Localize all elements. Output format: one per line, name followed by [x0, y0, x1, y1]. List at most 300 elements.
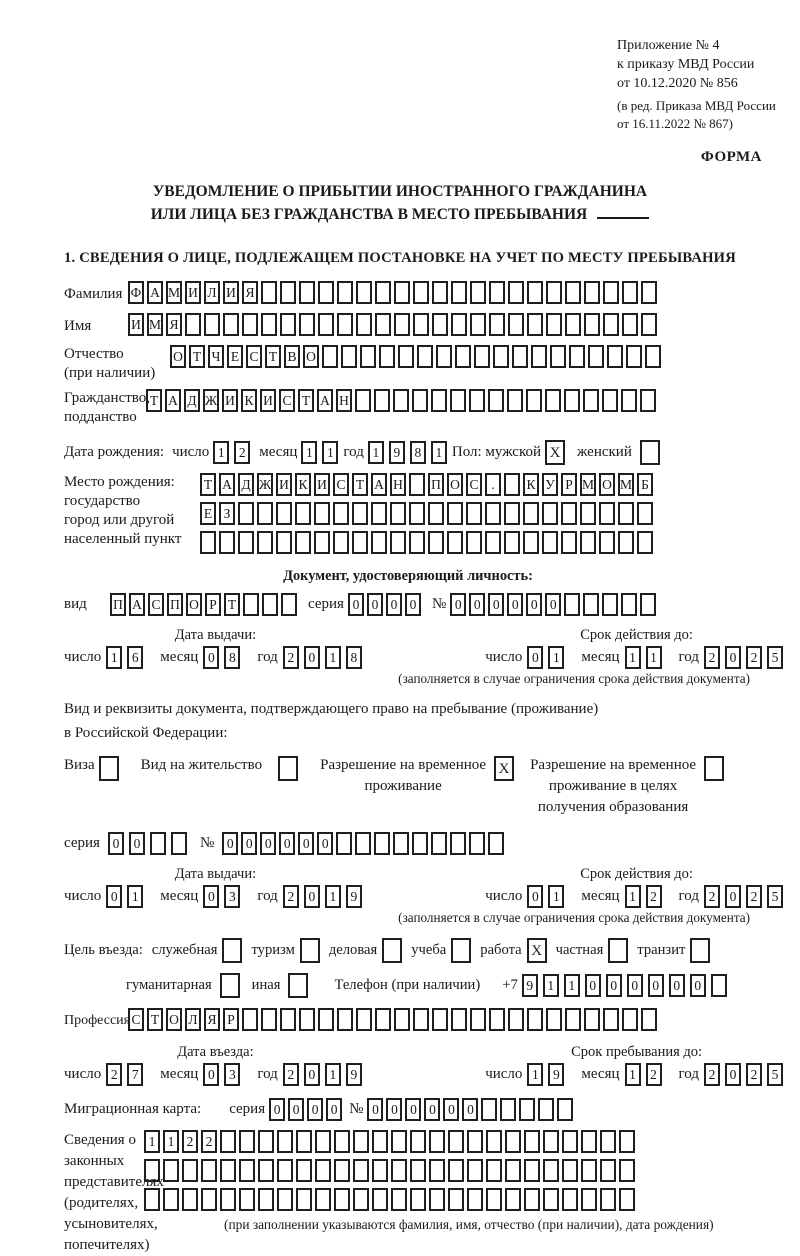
- form-cell[interactable]: И: [185, 281, 201, 304]
- form-cell[interactable]: 0: [690, 974, 706, 997]
- form-cell[interactable]: [527, 281, 543, 304]
- form-cell[interactable]: [505, 1159, 521, 1182]
- form-cell[interactable]: [220, 1188, 236, 1211]
- form-cell[interactable]: [281, 593, 297, 616]
- form-cell[interactable]: 0: [424, 1098, 440, 1121]
- form-cell[interactable]: [474, 345, 490, 368]
- form-cell[interactable]: [602, 593, 618, 616]
- form-cell[interactable]: [318, 281, 334, 304]
- form-cell[interactable]: [641, 281, 657, 304]
- form-cell[interactable]: Е: [227, 345, 243, 368]
- form-cell[interactable]: 0: [527, 646, 543, 669]
- form-cell[interactable]: 0: [108, 832, 124, 855]
- form-cell[interactable]: [371, 502, 387, 525]
- form-cell[interactable]: [493, 345, 509, 368]
- form-cell[interactable]: 1: [625, 1063, 641, 1086]
- form-cell[interactable]: [641, 1008, 657, 1031]
- form-cell[interactable]: [505, 1188, 521, 1211]
- form-cell[interactable]: 1: [564, 974, 580, 997]
- form-cell[interactable]: [393, 389, 409, 412]
- form-cell[interactable]: 9: [522, 974, 538, 997]
- form-cell[interactable]: Т: [265, 345, 281, 368]
- form-cell[interactable]: [486, 1159, 502, 1182]
- form-cell[interactable]: [565, 1008, 581, 1031]
- form-cell[interactable]: [353, 1188, 369, 1211]
- form-cell[interactable]: [258, 1188, 274, 1211]
- form-cell[interactable]: [171, 832, 187, 855]
- form-cell[interactable]: [619, 1188, 635, 1211]
- form-cell[interactable]: [276, 502, 292, 525]
- form-cell[interactable]: 9: [389, 441, 405, 464]
- form-cell[interactable]: 2: [704, 646, 720, 669]
- form-cell[interactable]: [276, 531, 292, 554]
- form-cell[interactable]: [261, 313, 277, 336]
- form-cell[interactable]: [546, 313, 562, 336]
- form-cell[interactable]: Т: [298, 389, 314, 412]
- form-cell[interactable]: 2: [646, 1063, 662, 1086]
- form-cell[interactable]: [640, 389, 656, 412]
- form-cell[interactable]: 0: [203, 1063, 219, 1086]
- form-cell[interactable]: [451, 1008, 467, 1031]
- form-cell[interactable]: 9: [548, 1063, 564, 1086]
- form-cell[interactable]: [315, 1159, 331, 1182]
- form-cell[interactable]: Д: [238, 473, 254, 496]
- form-cell[interactable]: [626, 345, 642, 368]
- form-cell[interactable]: [239, 1188, 255, 1211]
- form-cell[interactable]: 2: [234, 441, 250, 464]
- form-cell[interactable]: 5: [767, 885, 783, 908]
- form-cell[interactable]: [409, 502, 425, 525]
- purpose-work-checkbox[interactable]: X: [527, 938, 547, 963]
- purpose-business-checkbox[interactable]: [222, 938, 242, 963]
- form-cell[interactable]: [182, 1159, 198, 1182]
- form-cell[interactable]: 7: [127, 1063, 143, 1086]
- form-cell[interactable]: [607, 345, 623, 368]
- form-cell[interactable]: 8: [346, 646, 362, 669]
- form-cell[interactable]: [243, 593, 259, 616]
- form-cell[interactable]: [622, 281, 638, 304]
- form-cell[interactable]: [333, 531, 349, 554]
- form-cell[interactable]: Р: [205, 593, 221, 616]
- form-cell[interactable]: О: [599, 473, 615, 496]
- form-cell[interactable]: [410, 1159, 426, 1182]
- form-cell[interactable]: [711, 974, 727, 997]
- form-cell[interactable]: 0: [367, 593, 383, 616]
- form-cell[interactable]: М: [618, 473, 634, 496]
- purpose-humanitarian-checkbox[interactable]: [220, 973, 240, 998]
- form-cell[interactable]: [242, 313, 258, 336]
- form-cell[interactable]: 5: [767, 646, 783, 669]
- form-cell[interactable]: 2: [704, 1063, 720, 1086]
- form-cell[interactable]: 1: [106, 646, 122, 669]
- form-cell[interactable]: К: [241, 389, 257, 412]
- form-cell[interactable]: 0: [725, 646, 741, 669]
- form-cell[interactable]: [394, 281, 410, 304]
- form-cell[interactable]: С: [246, 345, 262, 368]
- form-cell[interactable]: [242, 1008, 258, 1031]
- form-cell[interactable]: [603, 1008, 619, 1031]
- form-cell[interactable]: [448, 1188, 464, 1211]
- form-cell[interactable]: [622, 313, 638, 336]
- form-cell[interactable]: 0: [304, 646, 320, 669]
- form-cell[interactable]: [238, 502, 254, 525]
- form-cell[interactable]: [163, 1188, 179, 1211]
- form-cell[interactable]: [645, 345, 661, 368]
- form-cell[interactable]: [394, 1008, 410, 1031]
- form-cell[interactable]: [334, 1188, 350, 1211]
- form-cell[interactable]: [220, 1159, 236, 1182]
- form-cell[interactable]: 1: [625, 646, 641, 669]
- form-cell[interactable]: [429, 1159, 445, 1182]
- form-cell[interactable]: [637, 502, 653, 525]
- form-cell[interactable]: [296, 1159, 312, 1182]
- form-cell[interactable]: И: [128, 313, 144, 336]
- form-cell[interactable]: [353, 1159, 369, 1182]
- form-cell[interactable]: [450, 832, 466, 855]
- form-cell[interactable]: 0: [326, 1098, 342, 1121]
- form-cell[interactable]: И: [276, 473, 292, 496]
- form-cell[interactable]: [280, 1008, 296, 1031]
- form-cell[interactable]: О: [166, 1008, 182, 1031]
- form-cell[interactable]: [488, 389, 504, 412]
- form-cell[interactable]: [219, 531, 235, 554]
- form-cell[interactable]: [314, 531, 330, 554]
- form-cell[interactable]: [538, 1098, 554, 1121]
- form-cell[interactable]: [543, 1188, 559, 1211]
- form-cell[interactable]: [204, 313, 220, 336]
- form-cell[interactable]: [600, 1188, 616, 1211]
- form-cell[interactable]: [581, 1130, 597, 1153]
- form-cell[interactable]: [410, 1130, 426, 1153]
- form-cell[interactable]: [542, 502, 558, 525]
- form-cell[interactable]: 2: [201, 1130, 217, 1153]
- form-cell[interactable]: 2: [283, 1063, 299, 1086]
- form-cell[interactable]: [545, 389, 561, 412]
- form-cell[interactable]: [296, 1188, 312, 1211]
- form-cell[interactable]: [489, 281, 505, 304]
- form-cell[interactable]: [504, 502, 520, 525]
- form-cell[interactable]: [489, 313, 505, 336]
- form-cell[interactable]: [450, 389, 466, 412]
- form-cell[interactable]: [489, 1008, 505, 1031]
- form-cell[interactable]: [561, 531, 577, 554]
- form-cell[interactable]: [467, 1159, 483, 1182]
- form-cell[interactable]: Л: [185, 1008, 201, 1031]
- form-cell[interactable]: [451, 281, 467, 304]
- form-cell[interactable]: 1: [127, 885, 143, 908]
- form-cell[interactable]: 0: [348, 593, 364, 616]
- form-cell[interactable]: 1: [301, 441, 317, 464]
- form-cell[interactable]: [432, 281, 448, 304]
- form-cell[interactable]: 0: [304, 885, 320, 908]
- form-cell[interactable]: 0: [241, 832, 257, 855]
- edu-residence-checkbox[interactable]: [704, 756, 724, 781]
- form-cell[interactable]: [375, 281, 391, 304]
- form-cell[interactable]: [504, 531, 520, 554]
- form-cell[interactable]: [428, 531, 444, 554]
- form-cell[interactable]: [391, 1188, 407, 1211]
- form-cell[interactable]: К: [295, 473, 311, 496]
- form-cell[interactable]: [223, 313, 239, 336]
- form-cell[interactable]: [277, 1130, 293, 1153]
- form-cell[interactable]: 0: [279, 832, 295, 855]
- form-cell[interactable]: [341, 345, 357, 368]
- form-cell[interactable]: [356, 1008, 372, 1031]
- form-cell[interactable]: [296, 1130, 312, 1153]
- form-cell[interactable]: 0: [304, 1063, 320, 1086]
- form-cell[interactable]: [584, 1008, 600, 1031]
- form-cell[interactable]: 1: [325, 1063, 341, 1086]
- form-cell[interactable]: 1: [625, 885, 641, 908]
- purpose-private-checkbox[interactable]: [608, 938, 628, 963]
- form-cell[interactable]: С: [148, 593, 164, 616]
- form-cell[interactable]: [314, 502, 330, 525]
- form-cell[interactable]: 1: [646, 646, 662, 669]
- form-cell[interactable]: [372, 1159, 388, 1182]
- form-cell[interactable]: 2: [704, 885, 720, 908]
- form-cell[interactable]: [318, 313, 334, 336]
- form-cell[interactable]: [526, 389, 542, 412]
- form-cell[interactable]: И: [260, 389, 276, 412]
- form-cell[interactable]: [336, 832, 352, 855]
- form-cell[interactable]: Т: [189, 345, 205, 368]
- form-cell[interactable]: [185, 313, 201, 336]
- form-cell[interactable]: 0: [527, 885, 543, 908]
- form-cell[interactable]: [488, 832, 504, 855]
- form-cell[interactable]: [410, 1188, 426, 1211]
- form-cell[interactable]: [360, 345, 376, 368]
- form-cell[interactable]: 8: [224, 646, 240, 669]
- form-cell[interactable]: 0: [367, 1098, 383, 1121]
- form-cell[interactable]: 2: [746, 1063, 762, 1086]
- form-cell[interactable]: П: [110, 593, 126, 616]
- form-cell[interactable]: [391, 1159, 407, 1182]
- form-cell[interactable]: [379, 345, 395, 368]
- form-cell[interactable]: [277, 1159, 293, 1182]
- form-cell[interactable]: Ф: [128, 281, 144, 304]
- form-cell[interactable]: [375, 313, 391, 336]
- form-cell[interactable]: [337, 313, 353, 336]
- form-cell[interactable]: .: [485, 473, 501, 496]
- form-cell[interactable]: С: [466, 473, 482, 496]
- form-cell[interactable]: 0: [129, 832, 145, 855]
- form-cell[interactable]: [352, 531, 368, 554]
- form-cell[interactable]: [599, 502, 615, 525]
- form-cell[interactable]: 1: [431, 441, 447, 464]
- form-cell[interactable]: [257, 502, 273, 525]
- purpose-commercial-checkbox[interactable]: [382, 938, 402, 963]
- form-cell[interactable]: [390, 531, 406, 554]
- form-cell[interactable]: [622, 1008, 638, 1031]
- form-cell[interactable]: У: [542, 473, 558, 496]
- form-cell[interactable]: 0: [545, 593, 561, 616]
- form-cell[interactable]: [200, 531, 216, 554]
- form-cell[interactable]: [144, 1159, 160, 1182]
- form-cell[interactable]: [299, 281, 315, 304]
- form-cell[interactable]: [337, 281, 353, 304]
- form-cell[interactable]: [429, 1130, 445, 1153]
- form-cell[interactable]: [431, 832, 447, 855]
- form-cell[interactable]: 3: [224, 1063, 240, 1086]
- form-cell[interactable]: 2: [646, 885, 662, 908]
- form-cell[interactable]: [455, 345, 471, 368]
- form-cell[interactable]: 1: [325, 885, 341, 908]
- form-cell[interactable]: Б: [637, 473, 653, 496]
- form-cell[interactable]: [621, 389, 637, 412]
- form-cell[interactable]: [201, 1188, 217, 1211]
- sex-female-checkbox[interactable]: [640, 440, 660, 465]
- form-cell[interactable]: [470, 281, 486, 304]
- form-cell[interactable]: 0: [648, 974, 664, 997]
- form-cell[interactable]: [201, 1159, 217, 1182]
- form-cell[interactable]: 0: [462, 1098, 478, 1121]
- form-cell[interactable]: О: [170, 345, 186, 368]
- form-cell[interactable]: [277, 1188, 293, 1211]
- form-cell[interactable]: [603, 281, 619, 304]
- form-cell[interactable]: [584, 313, 600, 336]
- form-cell[interactable]: П: [428, 473, 444, 496]
- form-cell[interactable]: З: [219, 502, 235, 525]
- form-cell[interactable]: [564, 389, 580, 412]
- form-cell[interactable]: 0: [269, 1098, 285, 1121]
- form-cell[interactable]: К: [523, 473, 539, 496]
- form-cell[interactable]: [519, 1098, 535, 1121]
- form-cell[interactable]: [524, 1188, 540, 1211]
- form-cell[interactable]: 0: [627, 974, 643, 997]
- form-cell[interactable]: Я: [204, 1008, 220, 1031]
- form-cell[interactable]: [588, 345, 604, 368]
- form-cell[interactable]: И: [223, 281, 239, 304]
- form-cell[interactable]: А: [371, 473, 387, 496]
- form-cell[interactable]: [565, 313, 581, 336]
- form-cell[interactable]: [524, 1130, 540, 1153]
- form-cell[interactable]: А: [219, 473, 235, 496]
- form-cell[interactable]: [295, 531, 311, 554]
- form-cell[interactable]: 3: [224, 885, 240, 908]
- form-cell[interactable]: Т: [146, 389, 162, 412]
- form-cell[interactable]: 0: [203, 885, 219, 908]
- form-cell[interactable]: [469, 389, 485, 412]
- form-cell[interactable]: [599, 531, 615, 554]
- form-cell[interactable]: Т: [224, 593, 240, 616]
- form-cell[interactable]: [295, 502, 311, 525]
- form-cell[interactable]: [412, 389, 428, 412]
- form-cell[interactable]: [262, 593, 278, 616]
- form-cell[interactable]: М: [147, 313, 163, 336]
- form-cell[interactable]: 0: [307, 1098, 323, 1121]
- form-cell[interactable]: 2: [182, 1130, 198, 1153]
- form-cell[interactable]: 0: [203, 646, 219, 669]
- form-cell[interactable]: 0: [288, 1098, 304, 1121]
- form-cell[interactable]: [432, 1008, 448, 1031]
- form-cell[interactable]: 1: [213, 441, 229, 464]
- form-cell[interactable]: [261, 281, 277, 304]
- form-cell[interactable]: 1: [325, 646, 341, 669]
- form-cell[interactable]: 0: [386, 1098, 402, 1121]
- purpose-other-checkbox[interactable]: [288, 973, 308, 998]
- form-cell[interactable]: 0: [507, 593, 523, 616]
- form-cell[interactable]: 2: [283, 885, 299, 908]
- form-cell[interactable]: Д: [184, 389, 200, 412]
- form-cell[interactable]: [565, 281, 581, 304]
- form-cell[interactable]: 0: [585, 974, 601, 997]
- form-cell[interactable]: [481, 1098, 497, 1121]
- form-cell[interactable]: А: [317, 389, 333, 412]
- form-cell[interactable]: [562, 1188, 578, 1211]
- form-cell[interactable]: Я: [166, 313, 182, 336]
- form-cell[interactable]: [334, 1159, 350, 1182]
- form-cell[interactable]: [451, 313, 467, 336]
- form-cell[interactable]: 0: [260, 832, 276, 855]
- form-cell[interactable]: [393, 832, 409, 855]
- form-cell[interactable]: Е: [200, 502, 216, 525]
- form-cell[interactable]: [239, 1130, 255, 1153]
- form-cell[interactable]: [413, 313, 429, 336]
- form-cell[interactable]: [374, 832, 390, 855]
- form-cell[interactable]: [429, 1188, 445, 1211]
- form-cell[interactable]: 6: [127, 646, 143, 669]
- form-cell[interactable]: [583, 389, 599, 412]
- form-cell[interactable]: [543, 1130, 559, 1153]
- form-cell[interactable]: А: [129, 593, 145, 616]
- form-cell[interactable]: 9: [346, 1063, 362, 1086]
- form-cell[interactable]: 2: [283, 646, 299, 669]
- form-cell[interactable]: [600, 1130, 616, 1153]
- form-cell[interactable]: [640, 593, 656, 616]
- form-cell[interactable]: [600, 1159, 616, 1182]
- form-cell[interactable]: [353, 1130, 369, 1153]
- form-cell[interactable]: [524, 1159, 540, 1182]
- form-cell[interactable]: [619, 1130, 635, 1153]
- form-cell[interactable]: 1: [543, 974, 559, 997]
- form-cell[interactable]: [546, 281, 562, 304]
- form-cell[interactable]: [505, 1130, 521, 1153]
- form-cell[interactable]: [448, 1159, 464, 1182]
- form-cell[interactable]: 1: [548, 646, 564, 669]
- form-cell[interactable]: И: [222, 389, 238, 412]
- form-cell[interactable]: [238, 531, 254, 554]
- form-cell[interactable]: 0: [469, 593, 485, 616]
- form-cell[interactable]: [618, 502, 634, 525]
- form-cell[interactable]: [315, 1130, 331, 1153]
- form-cell[interactable]: [220, 1130, 236, 1153]
- form-cell[interactable]: [527, 313, 543, 336]
- form-cell[interactable]: 5: [767, 1063, 783, 1086]
- form-cell[interactable]: [371, 531, 387, 554]
- form-cell[interactable]: [561, 502, 577, 525]
- form-cell[interactable]: 2: [106, 1063, 122, 1086]
- form-cell[interactable]: [641, 313, 657, 336]
- form-cell[interactable]: [621, 593, 637, 616]
- form-cell[interactable]: [372, 1130, 388, 1153]
- form-cell[interactable]: [550, 345, 566, 368]
- form-cell[interactable]: М: [166, 281, 182, 304]
- form-cell[interactable]: П: [167, 593, 183, 616]
- form-cell[interactable]: [280, 281, 296, 304]
- form-cell[interactable]: [564, 593, 580, 616]
- form-cell[interactable]: М: [580, 473, 596, 496]
- form-cell[interactable]: [333, 502, 349, 525]
- form-cell[interactable]: [467, 1188, 483, 1211]
- form-cell[interactable]: [436, 345, 452, 368]
- form-cell[interactable]: [466, 502, 482, 525]
- form-cell[interactable]: [409, 531, 425, 554]
- form-cell[interactable]: 9: [346, 885, 362, 908]
- form-cell[interactable]: [334, 1130, 350, 1153]
- form-cell[interactable]: О: [186, 593, 202, 616]
- form-cell[interactable]: [637, 531, 653, 554]
- form-cell[interactable]: [542, 531, 558, 554]
